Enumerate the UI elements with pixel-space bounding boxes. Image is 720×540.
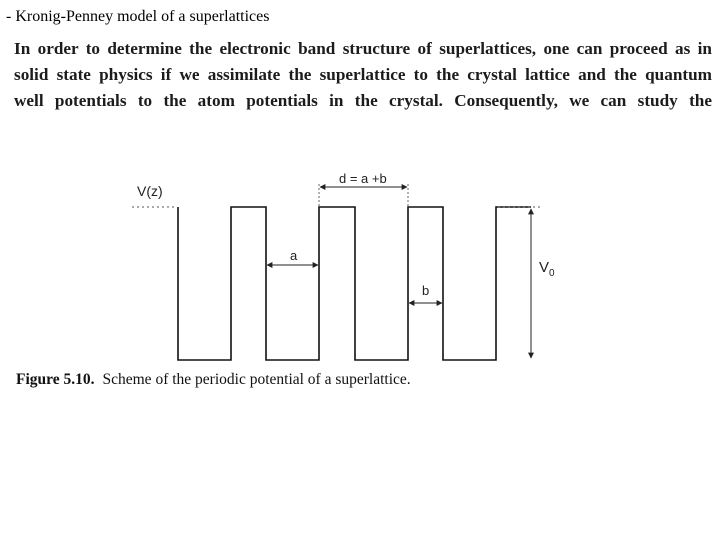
period-label: d = a +b — [339, 171, 387, 186]
potential-height-label — [539, 259, 555, 279]
paragraph-line: well potentials to the atom potentials in the crystal. Consequently, we can study the — [14, 91, 712, 110]
potential-axis-label: V(z) — [137, 183, 163, 199]
slide-title: - Kronig-Penney model of a superlattices — [6, 8, 270, 25]
paragraph-line: In order to determine the electronic band structure of superlattices, one can proceed as in — [14, 39, 712, 58]
scanned-page-excerpt — [0, 36, 720, 396]
potential-height-subscript: 0 — [549, 268, 555, 279]
figure-caption-text: Scheme of the periodic potential of a superlattice. — [102, 371, 411, 388]
paragraph-line: solid state physics if we assimilate the superlattice to the crystal lattice and the quantum — [14, 65, 712, 84]
potential-profile-line — [178, 207, 531, 360]
periodic-potential-figure — [0, 36, 720, 396]
figure-caption — [16, 371, 411, 389]
barrier-width-label: a — [290, 248, 298, 263]
well-width-label: b — [422, 283, 430, 298]
figure-caption-label: Figure 5.10. — [16, 371, 95, 388]
potential-height-symbol: V — [539, 259, 550, 276]
